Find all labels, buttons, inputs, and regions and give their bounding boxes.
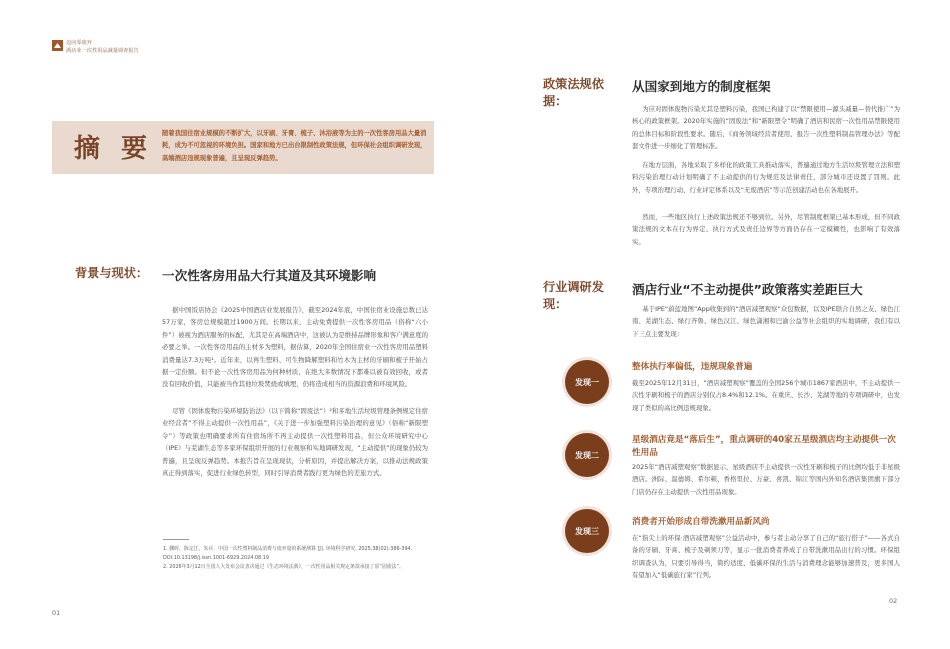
policy-title: 从国家到地方的制度框架: [632, 79, 771, 94]
finding-1-heading: 整体执行率偏低，违规现象普遍: [632, 362, 753, 372]
header-line1: 迈向零废弃: [66, 40, 92, 46]
finding-1-badge: 发现一: [565, 360, 609, 404]
findings-intro: 基于IPE“蔚蓝地图”App收集到的“酒店减塑观察”众包数据，以及IPE联合自然之友、绿色江南、芜湖生态、绿行齐鲁、绿色汉江、绿色潇湘和巴渝公益等社会组织的实地调研，我们有以下三点主要发现：: [632, 305, 900, 338]
policy-paragraph-1: 为应对固体废物污染尤其是塑料污染，我国已构建了以“禁限使用—源头减量—替代推广”为核心的政策框架。2020年实施的“固废法”和“新限塑令”明确了酒店和民宿一次性用品禁限使用的总体目标和阶段性要求。随后，《商务领域经营者使用、报告一次性塑料制品管理办法》等配套文件进一步细化了管理标准。: [632, 105, 900, 151]
findings-title: 酒店行业“不主动提供”政策落实差距巨大: [632, 282, 863, 297]
policy-paragraph-2: 在地方层面，各地采取了多样化的政策工具推动落实，普遍通过地方生活垃圾管理立法和塑料污染治理行动计划明确了不主动提供的行为规范及法律责任，部分城市还设置了罚则。此外，专项治理行动、行业评定体系以及“无废酒店”等示范创建活动也在各地展开。: [632, 161, 900, 194]
footnote-divider: [163, 539, 189, 540]
header-line2: 酒店业一次性用品减量调查报告: [66, 47, 139, 54]
abstract-title: 摘 要: [74, 134, 154, 164]
finding-3-heading: 消费者开始形成自带洗漱用品新风尚: [632, 517, 770, 527]
footnote-1: 1. 蒯晖，陈定江，朱兵．中国一次性塑料制品消费与废弃量的系统测算 [J]. 环境科学研究, 2025,38(02):386-394. DOI:10.13198/j.issn.1001-6929.2024.08.19: [163, 546, 413, 562]
background-title: 一次性客房用品大行其道及其环境影响: [162, 268, 377, 283]
policy-paragraph-3: 然而，一些地区执行上述政策法规还不够到位。另外，尽管制度框架已基本形成，但不同政策法规的文本在行为界定、执行方式及责任边界等方面仍存在一定模糊性，也影响了有效落实。: [632, 213, 900, 246]
finding-3-badge: 发现三: [565, 509, 609, 553]
findings-label: 行业调研发现：: [543, 280, 604, 311]
finding-2-heading: 星级酒店竟是“落后生”，重点调研的40家五星级酒店均主动提供一次性用品: [632, 435, 896, 458]
footnote-2: 2. 2026年3月12日全国人大发布会议表决通过《生态环境法典》，一次性用品相关规定条款承接了原“固废法”。: [163, 564, 404, 571]
background-paragraph-2: 尽管《固体废物污染环境防治法》（以下简称“固废法”）²和多地生活垃圾管理条例规定住宿业经营者“不得主动提供一次性用品”，《关于进一步加强塑料污染治理的意见》（俗称“新限塑令”）等政策也明确要求所有住宿场所不再主动提供一次性塑料用品，但公众环境研究中心（IPE）与芜湖生态等多家环保组织开展的行业观察和实地调研发现，“主动提供”的现象仍较为普遍，且呈现反弹趋势。本报告旨在呈现现状，分析原因，并提出解决方案，以推动法规政策真正得到落实，促进行业绿色转型，同时引导消费者践行更为绿色的差旅方式。: [162, 407, 428, 478]
page-number-left: 01: [52, 609, 61, 617]
background-paragraph-1: 据中国饭店协会《2025中国酒店业发展报告》，截至2024年底，中国住宿业设施总数已达57万家，客房总规模超过1900万间。长期以来，主动免费提供一次性客房用品（俗称“六小件”）被视为酒店服务的标配，尤其是在高端酒店中，这被认为是维持品牌形象和客户满意度的必要之举。一次性客房用品的主材多为塑料，据估算，2020年全国住宿业一次性客房用品塑料消费量达7.3万吨¹。近年来，以再生塑料、可生物降解塑料和竹木为主材的牙刷和梳子开始占据一定份额。但不论一次性客房用品为何种材质，在绝大多数情况下都难以被有效回收，或者没有回收价值，只能被当作其他垃圾焚烧或填埋，仍将造成相当的资源浪费和环境风险。: [162, 306, 428, 389]
report-header: [66, 40, 139, 55]
finding-2-badge: 发现二: [565, 433, 609, 477]
background-label: 背景与现状：: [75, 266, 149, 280]
finding-3-text: 在“指尖上的环保·酒店减塑观察”公益活动中，参与者主动分享了自己的“旅行搭子”——各式自备的牙刷、牙膏、梳子及剃须刀等，显示一批消费者养成了自带洗漱用品出行的习惯。环保组织调查认为，只要引导得当，简约适度、低碳环保的生活与消费理念能够加速普及，更多国人有望加入“低碳旅行家”行列。: [632, 534, 900, 580]
finding-2-text: 2025年“酒店减塑观察”数据显示，星级酒店不主动提供一次性牙刷和梳子的比例均低于非星级酒店。洲际、温德姆、希尔顿、香格里拉、万豪、喜凯、锦江等国内外知名酒店集团旗下部分门店仍存在主动提供一次性用品现象。: [632, 463, 900, 496]
policy-label: 政策法规依据：: [543, 77, 604, 108]
page-number-right: 02: [889, 597, 898, 605]
finding-1-text: 截至2025年12月31日，“酒店减塑观察”覆盖的全国256个城市1867家酒店中，不主动提供一次性牙刷和梳子的酒店分别仅占8.4%和12.1%。在重庆、长沙、芜湖等地的专项调研中，也发现了类似的高比例违规现象。: [632, 379, 900, 412]
report-logo-icon: [52, 40, 63, 51]
footnotes: [163, 545, 429, 573]
abstract-text: 随着我国住宿业规模的不断扩大，以牙刷、牙膏、梳子、沐浴液等为主的一次性客房用品大量消耗，成为不可忽视的环境负担。国家和地方已出台限制性政策法规，但环保社会组织调研发现，高端酒店违规现象普遍，且呈现反弹趋势。: [162, 130, 427, 162]
